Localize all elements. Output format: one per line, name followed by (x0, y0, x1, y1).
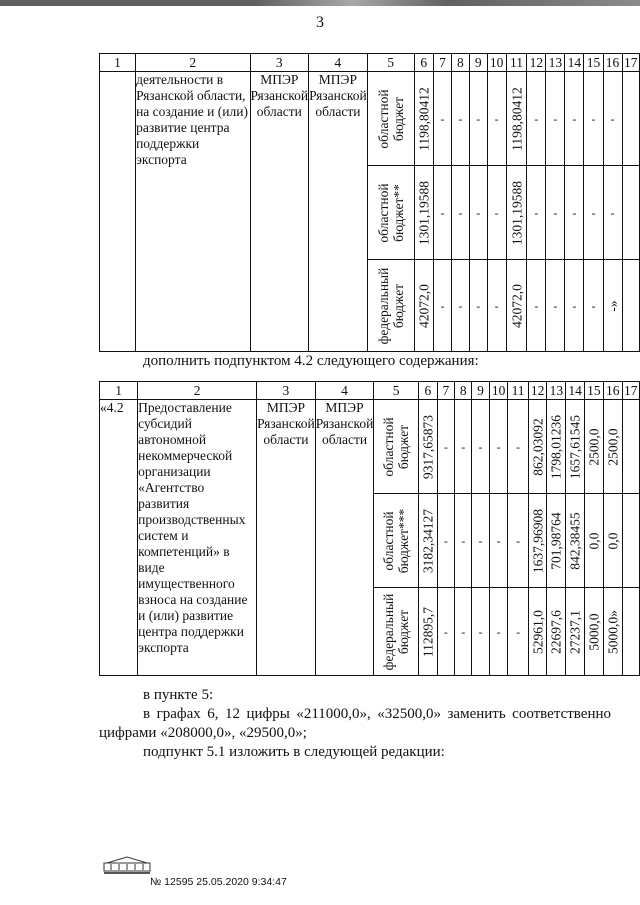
empty-mark: - (553, 111, 558, 126)
year-value: 42072,0 (509, 283, 524, 328)
year-value: 842,38455 (567, 511, 583, 570)
cell-total (414, 260, 434, 352)
cell-year (584, 72, 603, 166)
cell-year (566, 588, 585, 676)
table-program-section-4-1 (99, 53, 640, 352)
year-value: 5000,0» (605, 609, 621, 654)
empty-mark: - (553, 205, 558, 220)
cell-year (547, 494, 566, 588)
cell-year (489, 588, 508, 676)
cell-year (566, 494, 585, 588)
empty-mark: - (443, 439, 448, 454)
registration-footer: № 12595 25.05.2020 9:34:47 (150, 876, 287, 888)
cell-year (455, 494, 472, 588)
cell-funding-source (374, 494, 419, 588)
cell-total (414, 72, 434, 166)
cell-year (437, 494, 454, 588)
year-value: 1301,19588 (509, 180, 524, 245)
total-value: 1198,80412 (416, 86, 432, 151)
table-header-row (100, 54, 640, 72)
header-cell: 5 (374, 382, 419, 400)
header-cell: 4 (315, 382, 374, 400)
header-cell: 3 (250, 54, 309, 72)
cell-year (437, 588, 454, 676)
empty-mark: - (534, 111, 539, 126)
header-cell: 17 (624, 382, 638, 398)
cell-year (451, 166, 469, 260)
cell-year (527, 260, 546, 352)
header-cell: 17 (624, 54, 638, 70)
empty-mark: - (591, 111, 596, 126)
table-header-row (100, 382, 640, 400)
empty-mark: - (496, 624, 501, 639)
empty-mark: - (496, 533, 501, 548)
total-value: 42072,0 (416, 283, 432, 328)
year-value: 701,98764 (548, 511, 564, 570)
empty-mark: - (553, 298, 558, 313)
total-value: 9317,65873 (420, 414, 436, 479)
header-cell: 13 (547, 382, 566, 400)
cell-year (489, 494, 508, 588)
header-cell: 7 (434, 54, 452, 72)
year-value: 1657,61545 (567, 414, 583, 479)
header-cell: 8 (455, 382, 472, 400)
header-cell: 5 (367, 54, 414, 72)
cell-year (528, 400, 547, 494)
empty-mark: - (494, 298, 499, 313)
cell-year (434, 260, 452, 352)
cell-year (585, 494, 604, 588)
cell-description: деятельности в Рязанской области, на создание и (или) развитие центра поддержки экспорта (136, 72, 250, 352)
cell-coexecutor: МПЭР Рязанской области (309, 72, 368, 352)
header-cell: 10 (489, 382, 508, 400)
empty-mark: - (440, 298, 445, 313)
empty-mark: - (476, 298, 481, 313)
header-cell: 13 (546, 54, 565, 72)
header-cell: 10 (487, 54, 506, 72)
cell-year (472, 494, 489, 588)
year-value: 22697,6 (548, 609, 564, 654)
total-value: 3182,34127 (420, 508, 436, 573)
empty-mark: - (610, 111, 615, 126)
header-cell: 4 (309, 54, 368, 72)
header-cell: 7 (437, 382, 454, 400)
paragraph-subpoint-5-1: подпункт 5.1 изложить в следующей редакции: (143, 744, 445, 760)
funding-source-text: федеральный бюджет (381, 593, 412, 670)
empty-mark: - (494, 205, 499, 220)
empty-mark: - (591, 298, 596, 313)
empty-mark: - (610, 205, 615, 220)
header-cell: 1 (100, 382, 138, 400)
cell-year (584, 166, 603, 260)
empty-mark: - (516, 624, 521, 639)
header-cell: 16 (603, 54, 622, 72)
cell-year (603, 400, 622, 494)
paragraph-point-5: в пункте 5: (143, 687, 214, 703)
cell-total (418, 588, 437, 676)
header-cell: 15 (585, 382, 604, 400)
cell-year (527, 166, 546, 260)
funding-source-text: федеральный бюджет (375, 267, 406, 344)
cell-indicator (622, 260, 639, 352)
header-cell: 6 (414, 54, 434, 72)
year-value: 1637,96908 (530, 508, 546, 573)
cell-year (472, 588, 489, 676)
empty-mark: - (443, 624, 448, 639)
cell-year (547, 400, 566, 494)
cell-year (455, 588, 472, 676)
cell-year (508, 494, 528, 588)
header-cell: 2 (138, 382, 257, 400)
empty-mark: - (461, 624, 466, 639)
cell-year (451, 72, 469, 166)
cell-year (469, 72, 487, 166)
cell-year (508, 400, 528, 494)
cell-year (585, 588, 604, 676)
cell-year (585, 400, 604, 494)
table-row (100, 400, 640, 494)
cell-indicator (622, 400, 639, 494)
cell-year (451, 260, 469, 352)
amendment-intro-4-2: дополнить подпунктом 4.2 следующего содержания: (143, 353, 479, 369)
cell-indicator (622, 494, 639, 588)
cell-year (506, 166, 527, 260)
cell-number (100, 72, 136, 352)
cell-year (455, 400, 472, 494)
header-cell: 6 (418, 382, 437, 400)
year-value: 52961,0 (530, 609, 546, 654)
cell-year (527, 72, 546, 166)
scan-top-edge (0, 0, 640, 6)
year-value: 5000,0 (586, 612, 602, 651)
header-cell: 9 (472, 382, 489, 400)
empty-mark: - (478, 533, 483, 548)
paragraph-replace-figures: в графах 6, 12 цифры «211000,0», «32500,0» заменить соответственно цифрами «208000,0», «29500,0»; (99, 706, 611, 741)
cell-year (469, 260, 487, 352)
cell-executor: МПЭР Рязанской области (257, 400, 316, 676)
cell-year (546, 72, 565, 166)
header-cell: 14 (565, 54, 584, 72)
empty-mark: - (458, 205, 463, 220)
registry-stamp-icon (103, 855, 151, 875)
cell-funding-source (367, 260, 414, 352)
cell-indicator (622, 588, 639, 676)
year-value: 862,03092 (530, 417, 546, 476)
cell-indicator (622, 166, 639, 260)
cell-total (418, 494, 437, 588)
header-cell: 1 (100, 54, 136, 72)
cell-year (434, 166, 452, 260)
header-cell: 12 (528, 382, 547, 400)
cell-number: «4.2 (100, 400, 138, 676)
header-cell: 2 (136, 54, 250, 72)
cell-coexecutor: МПЭР Рязанской области (315, 400, 374, 676)
funding-source-text: областной бюджет (381, 416, 412, 477)
empty-mark: - (440, 111, 445, 126)
empty-mark: - (476, 111, 481, 126)
cell-year (437, 400, 454, 494)
year-value: 27237,1 (567, 609, 583, 654)
header-cell: 14 (566, 382, 585, 400)
cell-funding-source (374, 588, 419, 676)
cell-year (603, 494, 622, 588)
cell-year (565, 166, 584, 260)
year-value: 0,0 (605, 532, 621, 549)
funding-source-text: областной бюджет** (375, 182, 406, 243)
funding-source-text: областной бюджет (375, 88, 406, 149)
empty-mark: - (443, 533, 448, 548)
cell-year (603, 260, 622, 352)
page-number: 3 (316, 14, 324, 31)
year-value: 2500,0 (605, 427, 621, 466)
year-value: -» (605, 299, 621, 312)
empty-mark: - (458, 111, 463, 126)
cell-year (528, 588, 547, 676)
cell-year (472, 400, 489, 494)
header-cell: 15 (584, 54, 603, 72)
empty-mark: - (516, 439, 521, 454)
empty-mark: - (461, 533, 466, 548)
cell-year (603, 588, 622, 676)
cell-year (603, 72, 622, 166)
empty-mark: - (478, 439, 483, 454)
total-value: 112895,7 (420, 606, 436, 657)
cell-year (489, 400, 508, 494)
empty-mark: - (516, 533, 521, 548)
empty-mark: - (494, 111, 499, 126)
year-value: 2500,0 (586, 427, 602, 466)
cell-year (487, 72, 506, 166)
cell-year (506, 72, 527, 166)
cell-year (546, 260, 565, 352)
cell-year (506, 260, 527, 352)
cell-year (603, 166, 622, 260)
cell-year (528, 494, 547, 588)
header-cell: 3 (257, 382, 316, 400)
year-value: 1198,80412 (509, 86, 524, 151)
cell-year (487, 166, 506, 260)
header-cell: 8 (451, 54, 469, 72)
empty-mark: - (572, 205, 577, 220)
cell-indicator (622, 72, 639, 166)
cell-year (508, 588, 528, 676)
cell-funding-source (367, 166, 414, 260)
empty-mark: - (461, 439, 466, 454)
empty-mark: - (496, 439, 501, 454)
funding-source-text: областной бюджет*** (381, 508, 412, 573)
empty-mark: - (458, 298, 463, 313)
empty-mark: - (591, 205, 596, 220)
cell-funding-source (374, 400, 419, 494)
empty-mark: - (534, 205, 539, 220)
cell-total (414, 166, 434, 260)
cell-year (546, 166, 565, 260)
empty-mark: - (478, 624, 483, 639)
empty-mark: - (476, 205, 481, 220)
year-value: 1798,01236 (548, 414, 564, 479)
empty-mark: - (534, 298, 539, 313)
header-cell: 11 (508, 382, 528, 400)
empty-mark: - (572, 111, 577, 126)
cell-year (565, 72, 584, 166)
cell-funding-source (367, 72, 414, 166)
header-cell: 16 (603, 382, 622, 400)
cell-description: Предоставление субсидий автономной некоммерческой организации «Агентство развития производственных систем и компетенций» в виде имущественного взноса на создание и (или) развитие центра поддержки экспорта (138, 400, 257, 676)
table-row (100, 72, 640, 166)
empty-mark: - (440, 205, 445, 220)
cell-year (547, 588, 566, 676)
cell-total (418, 400, 437, 494)
cell-year (469, 166, 487, 260)
header-cell: 11 (506, 54, 527, 72)
total-value: 1301,19588 (416, 180, 432, 245)
cell-year (487, 260, 506, 352)
cell-year (565, 260, 584, 352)
year-value: 0,0 (586, 532, 602, 549)
header-cell: 12 (527, 54, 546, 72)
empty-mark: - (572, 298, 577, 313)
cell-year (434, 72, 452, 166)
cell-year (584, 260, 603, 352)
header-cell: 9 (469, 54, 487, 72)
table-program-section-4-2 (99, 381, 640, 676)
cell-executor: МПЭР Рязанской области (250, 72, 309, 352)
cell-year (566, 400, 585, 494)
